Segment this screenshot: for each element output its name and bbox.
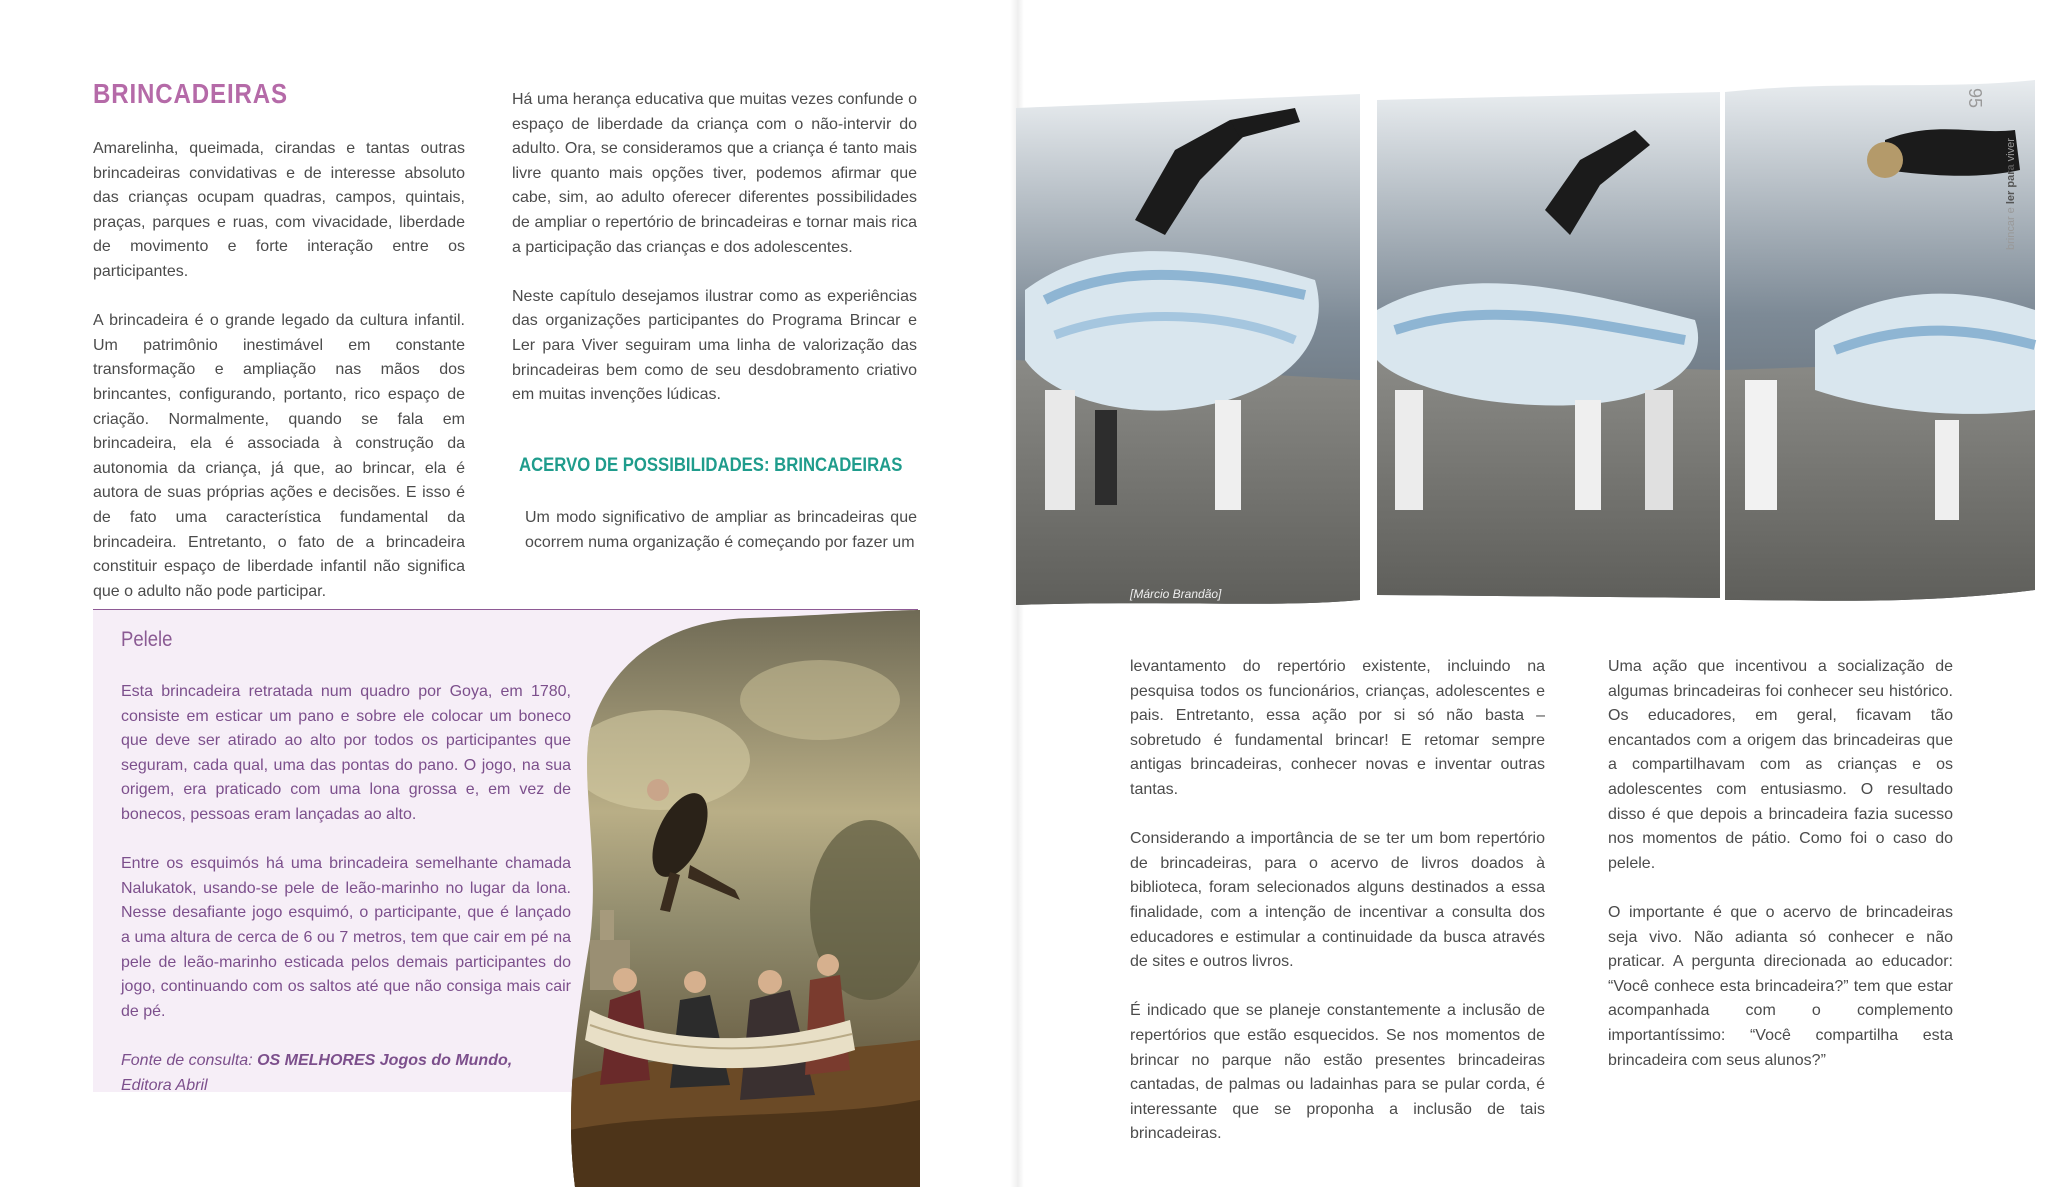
paragraph: Há uma herança educativa que muitas vezes confunde o espaço de liberdade da criança com o não-intervir do adulto. Ora, se consideramos que a criança é tanto mais livre quanto mais opções tiver, podemos afirmar que cabe, sim, ao adulto oferecer diferentes possibilidades de ampliar o repertório de brincadeiras e tornar mais rica a participação das crianças e dos adolescentes. <box>512 91 917 256</box>
paragraph: Entre os esquimós há uma brincadeira semelhante chamada Nalukatok, usando-se pele de leão-marinho no lugar da lona. Nesse desafiante jogo esquimó, o participante, que é lançado a uma altura de cerca de 6 ou 7 metros, tem que cair em pé na pele de leão-marinho esticada pelos demais participantes do jogo, continuando com os saltos até que não consiga mais cair de pé. <box>121 855 571 1020</box>
paragraph: Esta brincadeira retratada num quadro por Goya, em 1780, consiste em esticar um pano e sobre ele colocar um boneco que deve ser atirado ao alto por todos os participantes que seguram, cada qual, uma das pontas do pano. O jogo, na sua origem, era praticado com uma lona grossa e, em vez de bonecos, pessoas eram lançadas ao alto. <box>121 683 571 823</box>
paragraph: levantamento do repertório existente, incluindo na pesquisa todos os funcionários, crianças, adolescentes e pais. Entretanto, essa ação por si só não basta – sobretudo é fundamental brincar! E retomar sempre antigas brincadeiras, conhecer novas e inventar outras tantas. <box>1130 658 1545 798</box>
paragraph: É indicado que se planeje constantemente a inclusão de repertórios que estão esquecidos. Se nos momentos de brincar no parque não estão presentes brincadeiras cantadas, de palmas ou ladainhas para se pular corda, é interessante que se proponha a inclusão de tais brincadeiras. <box>1130 1002 1545 1143</box>
photo-credit: [Márcio Brandão] <box>1130 587 1222 601</box>
running-title-part3: viver <box>2005 138 2017 162</box>
source-publisher: Editora Abril <box>121 1076 208 1094</box>
box-text <box>121 680 571 1098</box>
running-title <box>2005 138 2017 250</box>
photo-panel-1 <box>1016 94 1360 605</box>
photo-panel-3 <box>1725 80 2035 601</box>
paragraph: A brincadeira é o grande legado da cultura infantil. Um patrimônio inestimável em constante transformação e ampliação nas mãos dos brincantes, configurando, portanto, rico espaço de criação. Normalmente, quando se fala em brincadeira, ela é associada à construção da autonomia da criança, já que, ao brincar, ela é autora de suas próprias ações e decisões. E isso é de fato uma característica fundamental da brincadeira. Entretanto, o fato de a brincadeira constituir espaço de liberdade infantil não significa que o adulto não pode participar. <box>93 312 465 600</box>
running-title-part1: brincar e <box>2005 204 2017 250</box>
paragraph: Amarelinha, queimada, cirandas e tantas outras brincadeiras convidativas e de interesse absoluto das crianças ocupam quadras, campos, quintais, praças, parques e ruas, com vivacidade, liberdade de movimento e forte interação entre os participantes. <box>93 140 465 280</box>
goya-painting-image <box>570 610 920 1187</box>
subsection-title: ACERVO DE POSSIBILIDADES: BRINCADEIRAS <box>519 455 903 476</box>
box-source <box>121 1049 571 1098</box>
running-title-part2: ler para <box>2005 161 2017 205</box>
page-number: 95 <box>1965 88 1985 109</box>
paragraph: Um modo significativo de ampliar as brincadeiras que ocorrem numa organização é começando por fazer um <box>525 509 917 551</box>
photo-panel-2 <box>1377 92 1720 598</box>
box-title: Pelele <box>121 628 173 651</box>
text-column-1 <box>93 137 465 604</box>
photo-strip-image <box>1015 60 2048 620</box>
paragraph: Neste capítulo desejamos ilustrar como as experiências das organizações participantes do Programa Brincar e Ler para Viver seguiram uma linha de valorização das brincadeiras bem como de seu desdobramento criativo em muitas invenções lúdicas. <box>512 287 917 404</box>
paragraph: Uma ação que incentivou a socialização de algumas brincadeiras foi conhecer seu histórico. Os educadores, em geral, ficavam tão encantados com a origem das brincadeiras que a compartilhavam com as crianças e os adolescentes com entusiasmo. O resultado disso é que depois a brincadeira fazia sucesso nos momentos de pátio. Como foi o caso do pelele. <box>1608 658 1953 872</box>
text-column-3 <box>1130 655 1545 1147</box>
section-title: BRINCADEIRAS <box>93 78 288 109</box>
paragraph: Considerando a importância de se ter um bom repertório de brincadeiras, para o acervo de livros doados à biblioteca, foram selecionados alguns destinados a essa finalidade, com a intenção de incentivar a consulta dos educadores e estimular a continuidade da busca através de sites e outros livros. <box>1130 830 1545 971</box>
text-column-2-tail <box>525 506 917 555</box>
text-column-2 <box>512 88 917 408</box>
source-title: OS MELHORES Jogos do Mundo, <box>257 1051 513 1069</box>
text-column-4 <box>1608 655 1953 1073</box>
paragraph: O importante é que o acervo de brincadeiras seja vivo. Não adianta só conhecer e não praticar. A pergunta direcionada ao educador: “Você conhece esta brincadeira?” tem que estar acompanhada com o complemento importantíssimo: “Você compartilha esta brincadeira com seus alunos?” <box>1608 903 1953 1069</box>
source-label: Fonte de consulta: <box>121 1051 258 1069</box>
